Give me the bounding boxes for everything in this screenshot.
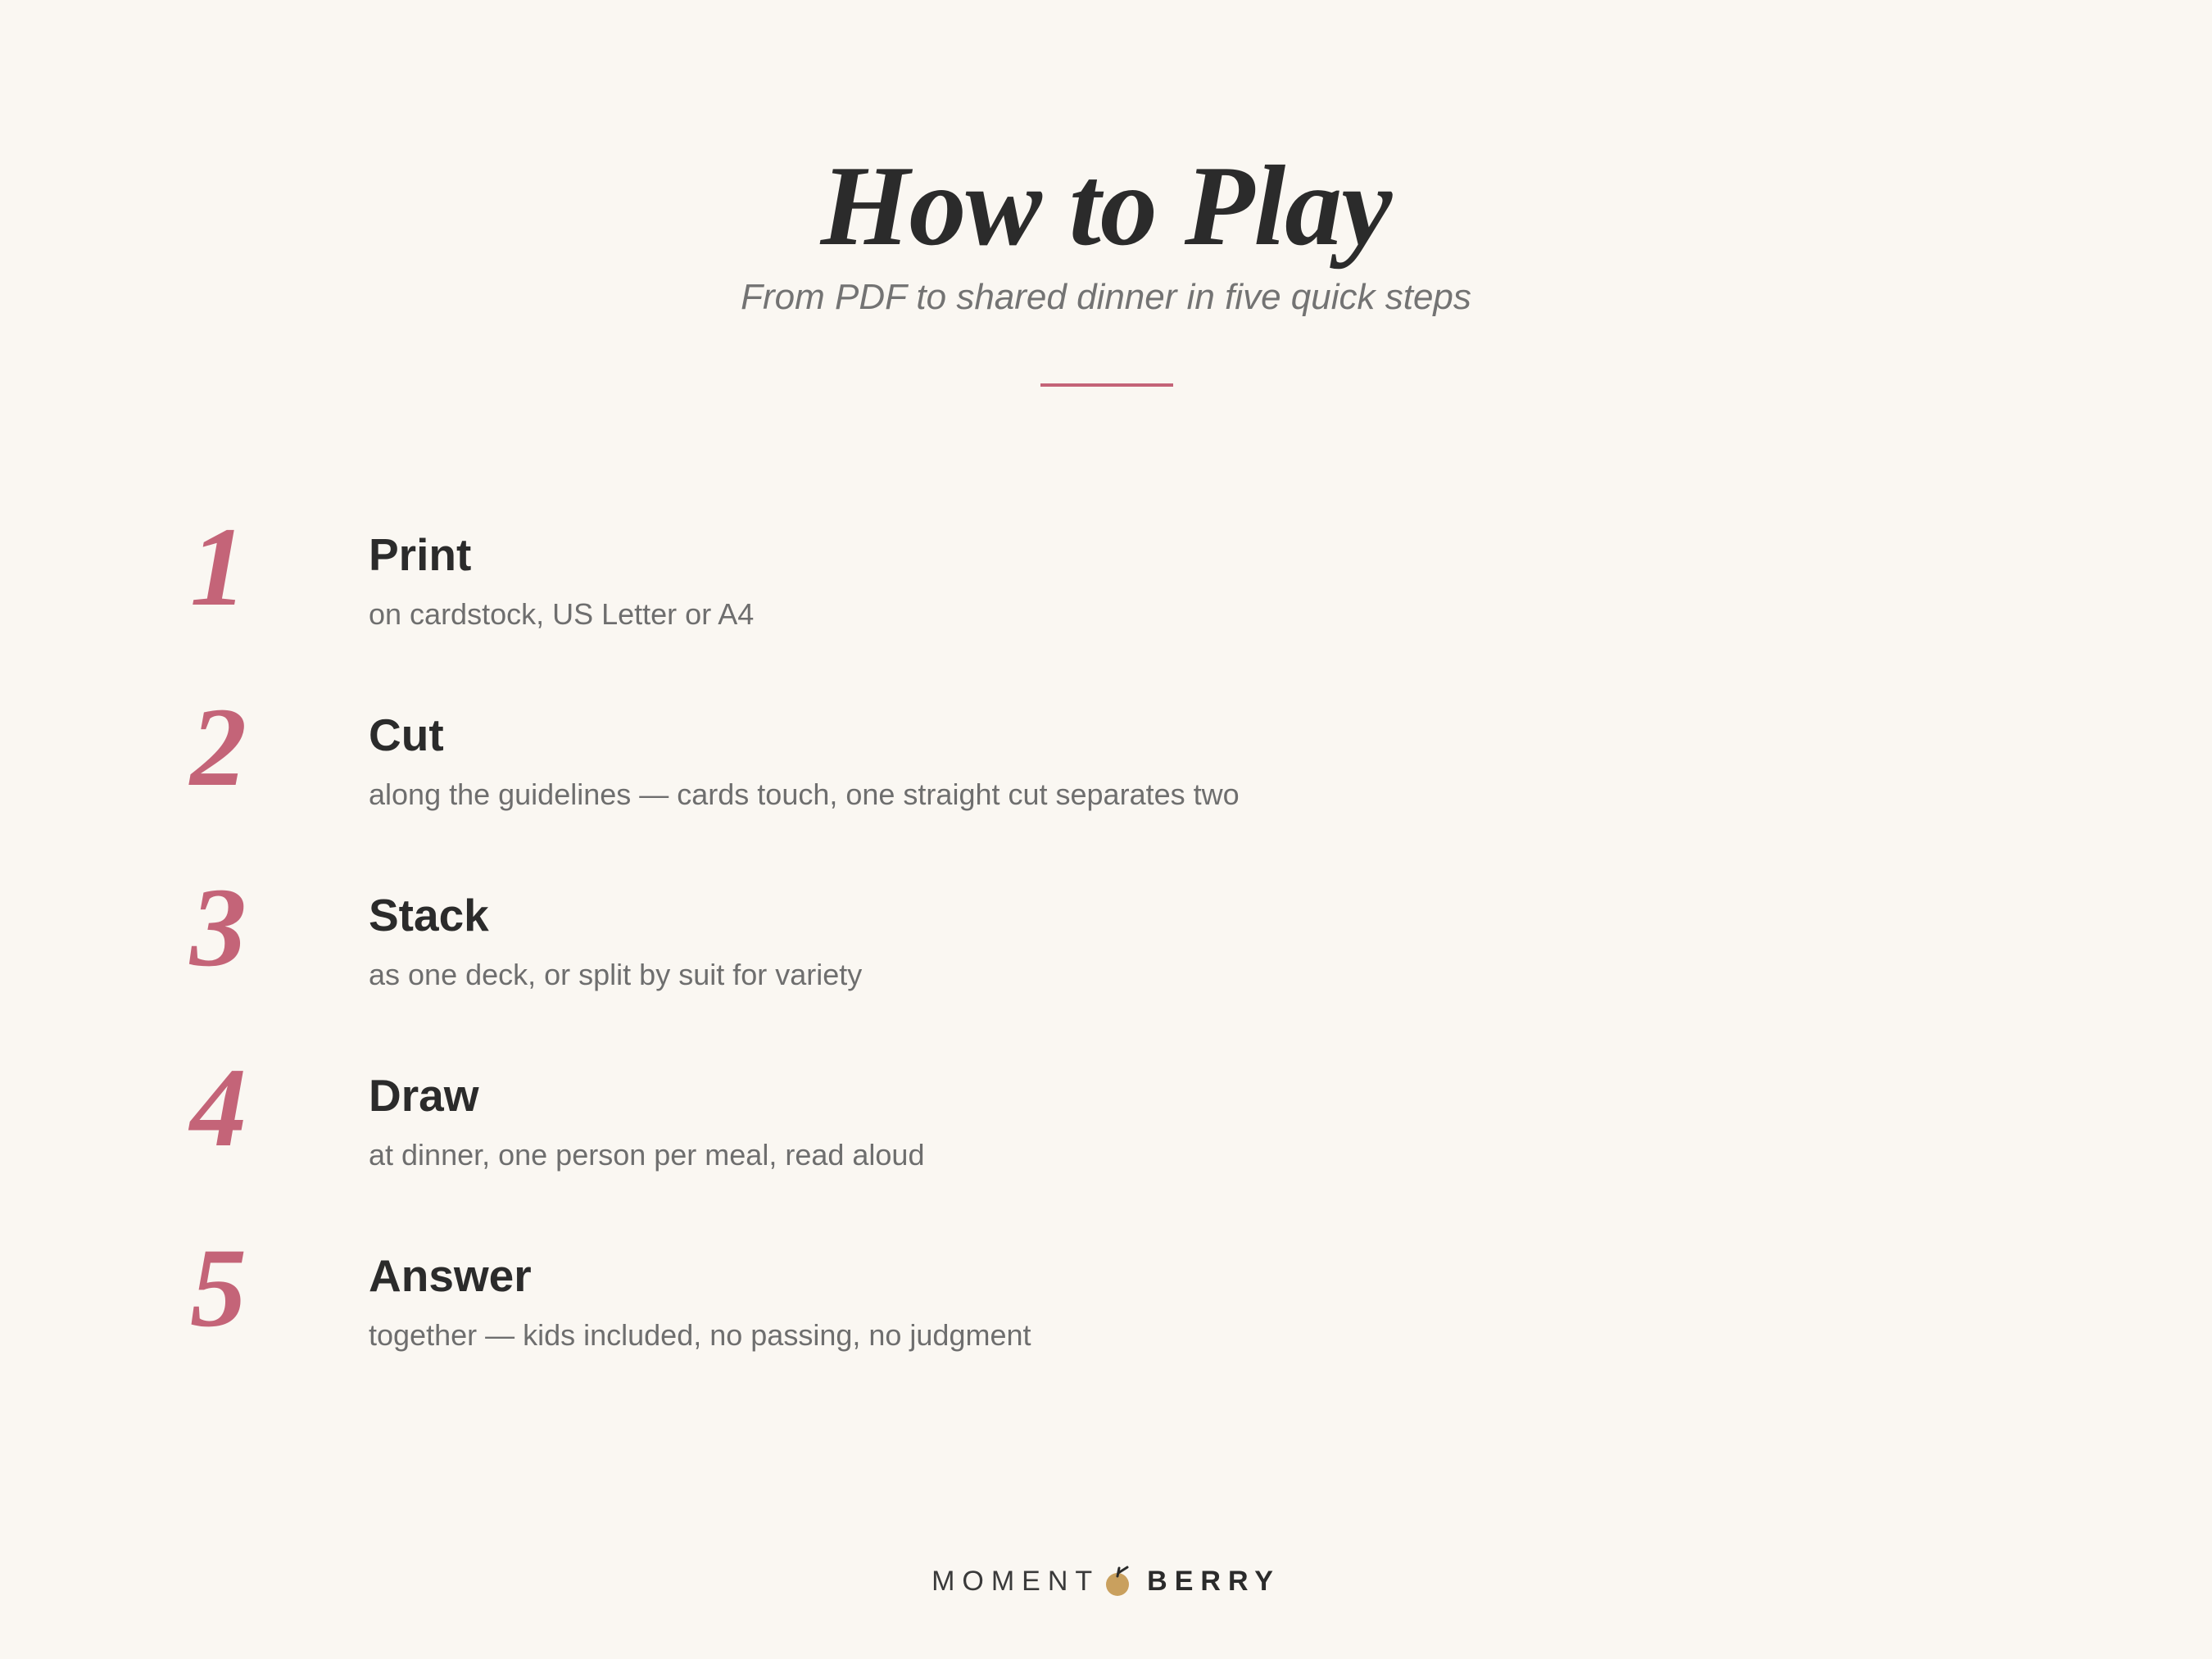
step-description: on cardstock, US Letter or A4 bbox=[369, 597, 755, 631]
step-title: Cut bbox=[369, 709, 444, 760]
logo-word-moment: MOMENT bbox=[931, 1565, 1100, 1597]
step-description: along the guidelines — cards touch, one straight cut separates two bbox=[369, 777, 1240, 811]
step-title: Answer bbox=[369, 1250, 532, 1301]
step-3 bbox=[0, 866, 2212, 1030]
step-number: 5 bbox=[190, 1225, 247, 1350]
brand-logo bbox=[0, 1561, 2212, 1602]
logo-word-berry: BERRY bbox=[1147, 1565, 1281, 1597]
step-number: 3 bbox=[190, 864, 247, 990]
step-2 bbox=[0, 686, 2212, 850]
berry-icon bbox=[1103, 1563, 1135, 1599]
step-description: at dinner, one person per meal, read aloud bbox=[369, 1138, 925, 1172]
step-number: 4 bbox=[190, 1045, 247, 1170]
step-title: Draw bbox=[369, 1070, 479, 1121]
step-5 bbox=[0, 1226, 2212, 1390]
step-description: as one deck, or split by suit for variety bbox=[369, 958, 863, 991]
step-description: together — kids included, no passing, no judgment bbox=[369, 1318, 1031, 1352]
step-number: 1 bbox=[190, 504, 247, 629]
step-title: Print bbox=[369, 529, 472, 580]
title-divider bbox=[1040, 383, 1173, 387]
step-1 bbox=[0, 505, 2212, 669]
step-title: Stack bbox=[369, 890, 489, 941]
page-title: How to Play bbox=[820, 143, 1392, 270]
page-subtitle: From PDF to shared dinner in five quick steps bbox=[741, 277, 1471, 317]
step-4 bbox=[0, 1046, 2212, 1210]
step-number: 2 bbox=[190, 684, 247, 809]
